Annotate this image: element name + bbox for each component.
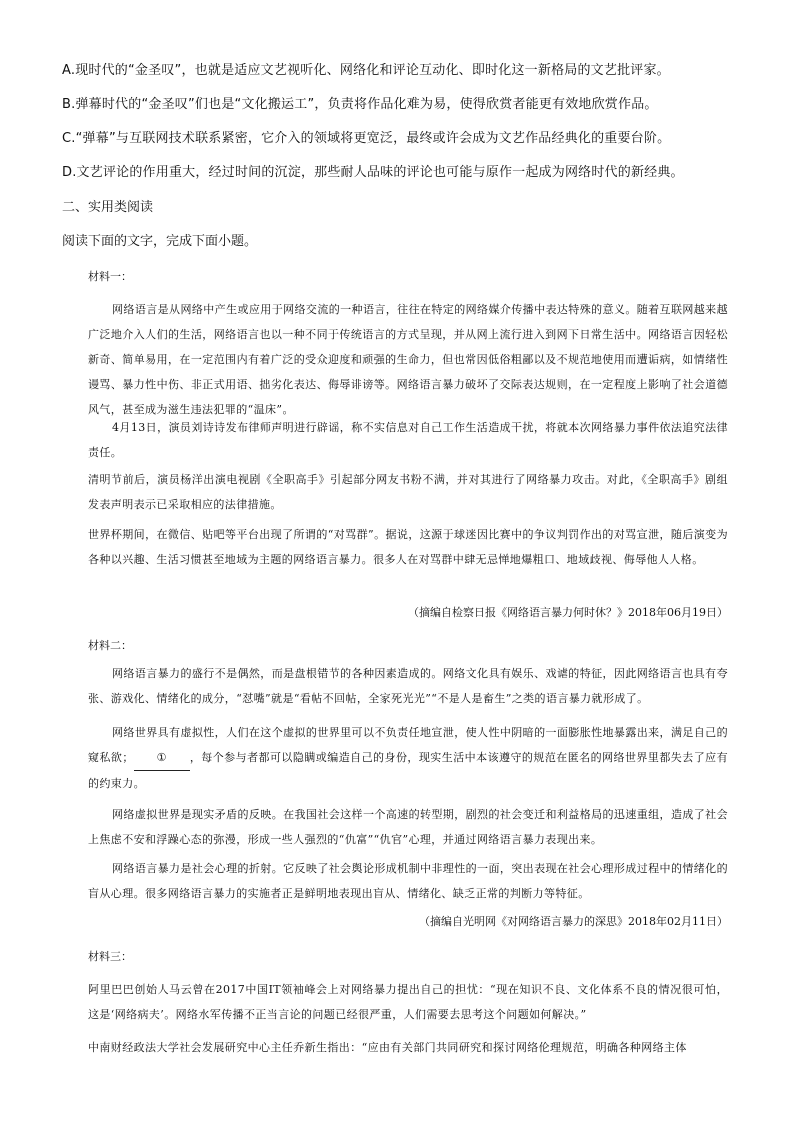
material-1-paragraph-1: 网络语言是从网络中产生或应用于网络交流的一种语言，往往在特定的网络媒介传播中表达特殊的意义。随着互联网越来越广泛地介入人们的生活，网络语言也以一种不同于传统语言的方式呈现，并从网上流行进入到网下日常生活中。网络语言因轻松新奇、简单易用，在一定范围内有着广泛的受众迎度和顽强的生命力，但也常因低俗粗鄙以及不规范地使用而遭诟病，如情绪性谩骂、暴力性中伤、非正式用语、拙劣化表达、侮辱诽谤等。网络语言暴力破坏了交际表达规则，在一定程度上影响了社会道德风气，甚至成为滋生违法犯罪的“温床”。	[88, 303, 728, 416]
material-1-paragraph-2: 4月13日，演员刘诗诗发布律师声明进行辟谣，称不实信息对自己工作生活造成干扰，将就本次网络暴力事件依法追究法律责任。	[88, 421, 728, 459]
material-3-paragraph-1: 阿里巴巴创始人马云曾在2017中国IT领袖峰会上对网络暴力提出自己的担忧：“现在知识不良、文化体系不良的情况很可怕，这是‘网络病夫’。网络水军传播不正当言论的问题已经很严重，人们需要去思考这个问题如何解决。”	[88, 983, 728, 1021]
material-1-label: 材料一：	[88, 270, 132, 283]
material-2-paragraph-2-before: 网络世界具有虚拟性，人们在这个虚拟的世界里可以不负责任地宣泄，使人性中阴暗的一面膨胀性地暴露出来，满足自己的窥私欲；	[88, 726, 728, 764]
material-2-paragraph-2-after: ，每个参与者都可以隐瞒或编造自己的身份，现实生活中本该遵守的规范在匿名的网络世界里都失去了应有的约束力。	[88, 751, 728, 790]
material-3-paragraph-2: 中南财经政法大学社会发展研究中心主任乔新生指出：“应由有关部门共同研究和探讨网络伦理规范，明确各种网络主体	[88, 1041, 687, 1054]
material-2-paragraph-1: 网络语言暴力的盛行不是偶然，而是盘根错节的各种因素造成的。网络文化具有娱乐、戏谑的特征，因此网络语言也具有夸张、游戏化、情绪化的成分，“怼嘴”就是“看帖不回帖，全家死光光”“不是人是畜生”之类的语言暴力就形成了。	[88, 667, 728, 705]
material-1-paragraph-3: 清明节前后，演员杨洋出演电视剧《全职高手》引起部分网友书粉不满，并对其进行了网络暴力攻击。对此，《全职高手》剧组发表声明表示已采取相应的法律措施。	[88, 473, 728, 511]
option-b: B.弹幕时代的“金圣叹”们也是“文化搬运工”，负责将作品化难为易，使得欣赏者能更有效地欣赏作品。	[62, 97, 658, 112]
fill-in-blank-1: ①	[134, 745, 190, 771]
material-2-paragraph-4: 网络语言暴力是社会心理的折射。它反映了社会舆论形成机制中非理性的一面，突出表现在社会心理形成过程中的情绪化的盲从心理。很多网络语言暴力的实施者正是鲜明地表现出盲从、情绪化、缺乏正常的判断力等特征。	[88, 862, 728, 900]
material-1-source: （摘编自检察日报《网络语言暴力何时休？》2018年06月19日）	[408, 606, 728, 619]
option-a: A.现时代的“金圣叹”，也就是适应文艺视听化、网络化和评论互动化、即时化这一新格局的文艺批评家。	[62, 63, 670, 78]
material-1-paragraph-4: 世界杯期间，在微信、贴吧等平台出现了所谓的“对骂群”。据说，这源于球迷因比赛中的争议判罚作出的对骂宣泄，随后演变为各种以兴趣、生活习惯甚至地域为主题的网络语言暴力。很多人在对骂群中肆无忌惮地爆粗口、地域歧视、侮辱他人人格。	[88, 528, 728, 566]
option-d: D.文艺评论的作用重大，经过时间的沉淀，那些耐人品味的评论也可能与原作一起成为网络时代的新经典。	[62, 165, 684, 180]
section-title: 二、实用类阅读	[62, 200, 154, 215]
option-c: C.“弹幕”与互联网技术联系紧密，它介入的领域将更宽泛，最终或许会成为文艺作品经典化的重要台阶。	[62, 131, 671, 146]
material-2-paragraph-2	[88, 720, 728, 796]
material-2-label: 材料二：	[88, 639, 132, 652]
section-instruction: 阅读下面的文字，完成下面小题。	[62, 234, 258, 249]
material-2-source: （摘编自光明网《对网络语言暴力的深思》2018年02月11日）	[419, 915, 728, 928]
material-3-label: 材料三：	[88, 950, 132, 963]
material-2-paragraph-3: 网络虚拟世界是现实矛盾的反映。在我国社会这样一个高速的转型期，剧烈的社会变迁和利益格局的迅速重组，造成了社会上焦虑不安和浮躁心态的弥漫，形成一些人强烈的“仇富”“仇官”心理，并通过网络语言暴力表现出来。	[88, 808, 728, 846]
